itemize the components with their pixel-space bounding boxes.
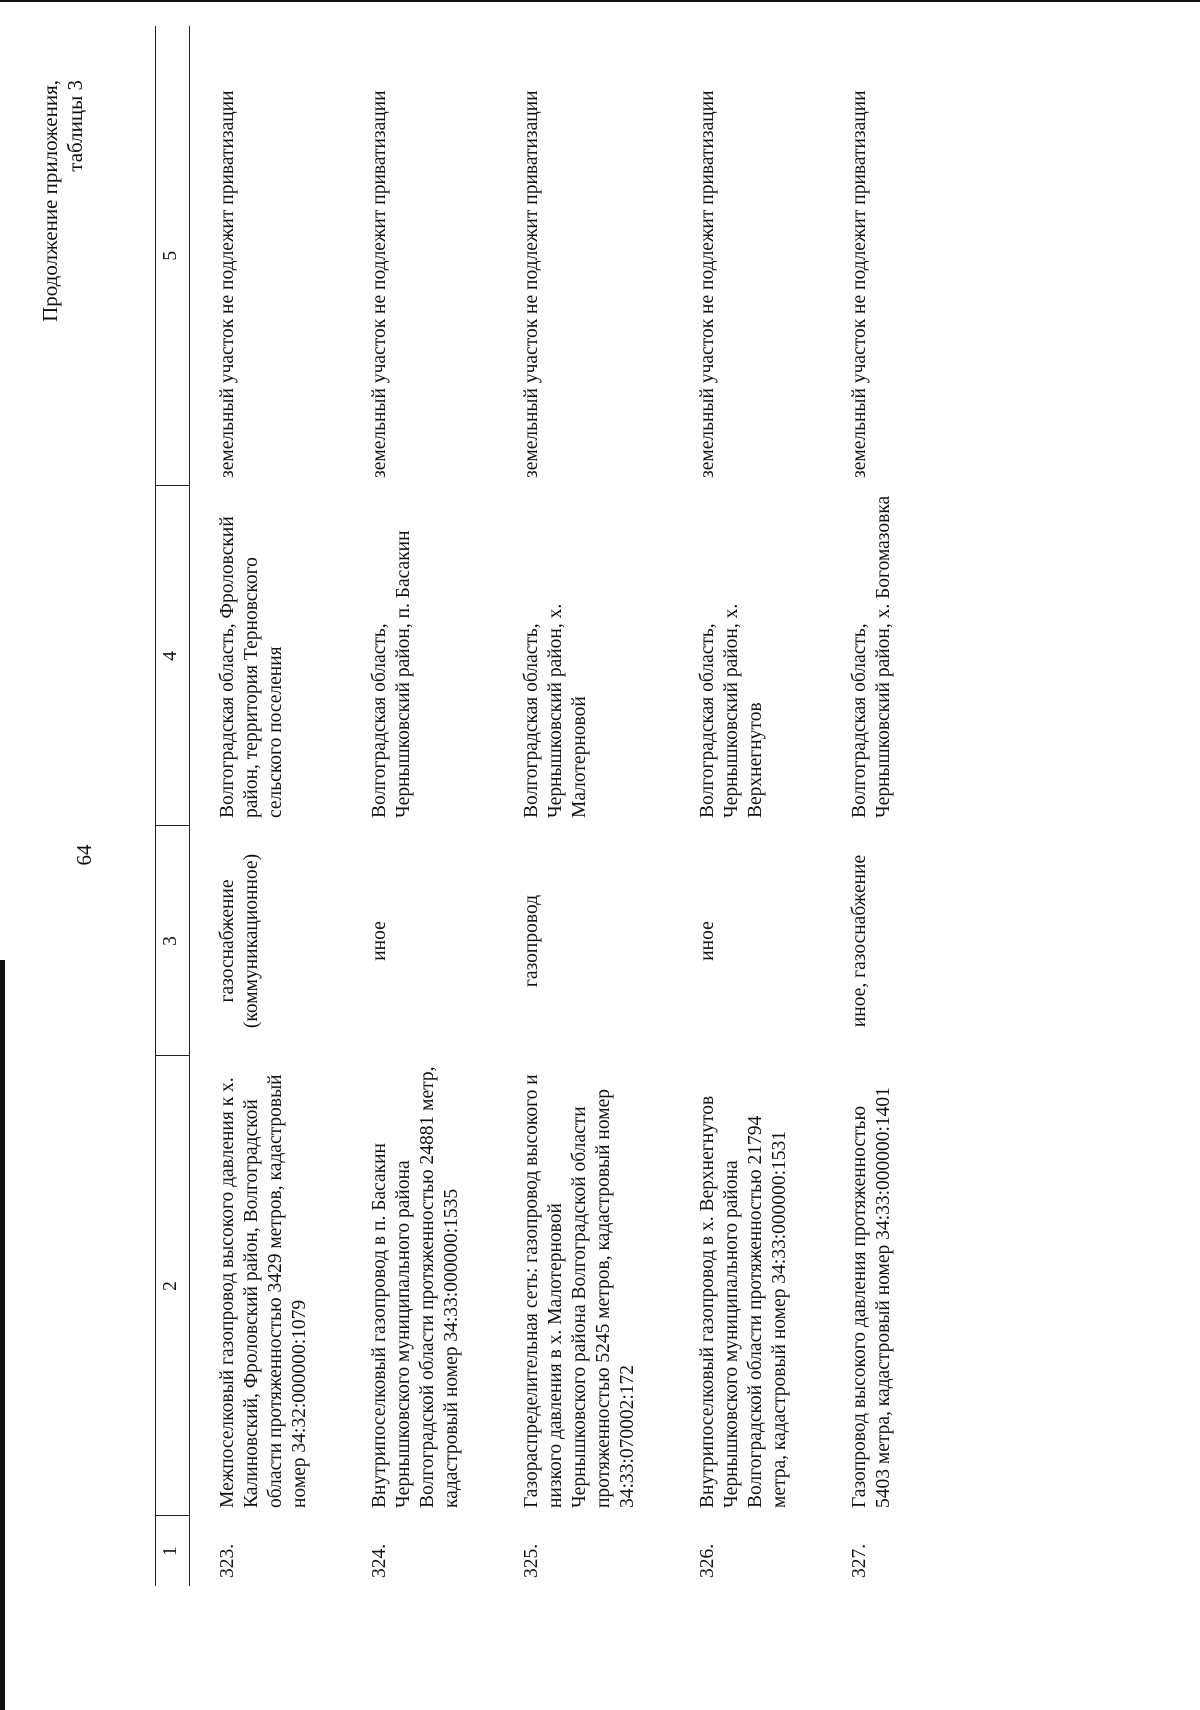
register-table <box>155 26 924 1586</box>
table-row <box>668 26 820 1586</box>
header-col-4: 4 <box>156 486 190 826</box>
table-row <box>190 26 341 1586</box>
row-number: 327. <box>849 1543 870 1578</box>
row-number: 323. <box>217 1543 238 1578</box>
row-number: 326. <box>697 1543 718 1578</box>
row-number: 324. <box>369 1543 390 1578</box>
header-col-1: 1 <box>156 1516 190 1586</box>
continuation-line-1: Продолжение приложения, <box>38 80 62 322</box>
table-row <box>492 26 668 1586</box>
table-row <box>340 26 492 1586</box>
object-name: Газопровод высокого давления протяженностью 5403 метра, кадастровый номер 34:33:000000:1401 <box>849 1087 894 1508</box>
object-address: Волгоградская область, Чернышковский район, х. Верхнегнутов <box>697 603 766 818</box>
object-name: Внутрипоселковый газопровод в п. Басакин Чернышковского муниципального района Волгоградской области протяженностью 24881 метр, кадастровый номер 34:33:000000:1535 <box>369 1066 462 1508</box>
object-note: земельный участок не подлежит приватизации <box>217 90 238 478</box>
object-address: Волгоградская область, Чернышковский район, п. Басакин <box>369 530 414 818</box>
object-purpose: газопровод <box>521 894 542 988</box>
object-purpose: иное <box>697 921 718 961</box>
object-address: Волгоградская область, Фроловский район, территория Терновского сельского поселения <box>217 516 286 818</box>
object-note: земельный участок не подлежит приватизации <box>521 90 542 478</box>
object-name: Межпоселковый газопровод высокого давления к х. Калиновский, Фроловский район, Волгоградской области протяженностью 3429 метров, кадастровый номер 34:32:000000:1079 <box>217 1074 310 1508</box>
object-name: Внутрипоселковый газопровод в х. Верхнегнутов Чернышковского муниципального района Волгоградской области протяженностью 21794 метра, кадастровый номер 34:33:000000:1531 <box>697 1095 790 1508</box>
continuation-note <box>38 80 88 322</box>
table-header-row <box>156 26 190 1586</box>
object-note: земельный участок не подлежит приватизации <box>849 90 870 478</box>
header-col-3: 3 <box>156 826 190 1056</box>
object-note: земельный участок не подлежит приватизации <box>369 90 390 478</box>
object-purpose: иное, газоснабжение <box>849 854 870 1028</box>
page-number: 64 <box>72 844 96 866</box>
object-note: земельный участок не подлежит приватизации <box>697 90 718 478</box>
object-address: Волгоградская область, Чернышковский район, х. Богомазовка <box>849 495 894 818</box>
object-name: Газораспределительная сеть: газопровод высокого и низкого давления в х. Малотерновой Чернышковского района Волгоградской области протяженностью 5245 метров, кадастровый номер 34:33:070002:172 <box>521 1074 638 1508</box>
header-col-5: 5 <box>156 26 190 486</box>
continuation-line-2: таблицы 3 <box>63 80 87 172</box>
object-address: Волгоградская область, Чернышковский район, х. Малотерновой <box>521 603 590 818</box>
object-purpose: иное <box>369 921 390 961</box>
row-number: 325. <box>521 1543 542 1578</box>
header-col-2: 2 <box>156 1056 190 1516</box>
table-row <box>820 26 924 1586</box>
object-purpose: газоснабжение (коммуникационное) <box>217 853 262 1029</box>
